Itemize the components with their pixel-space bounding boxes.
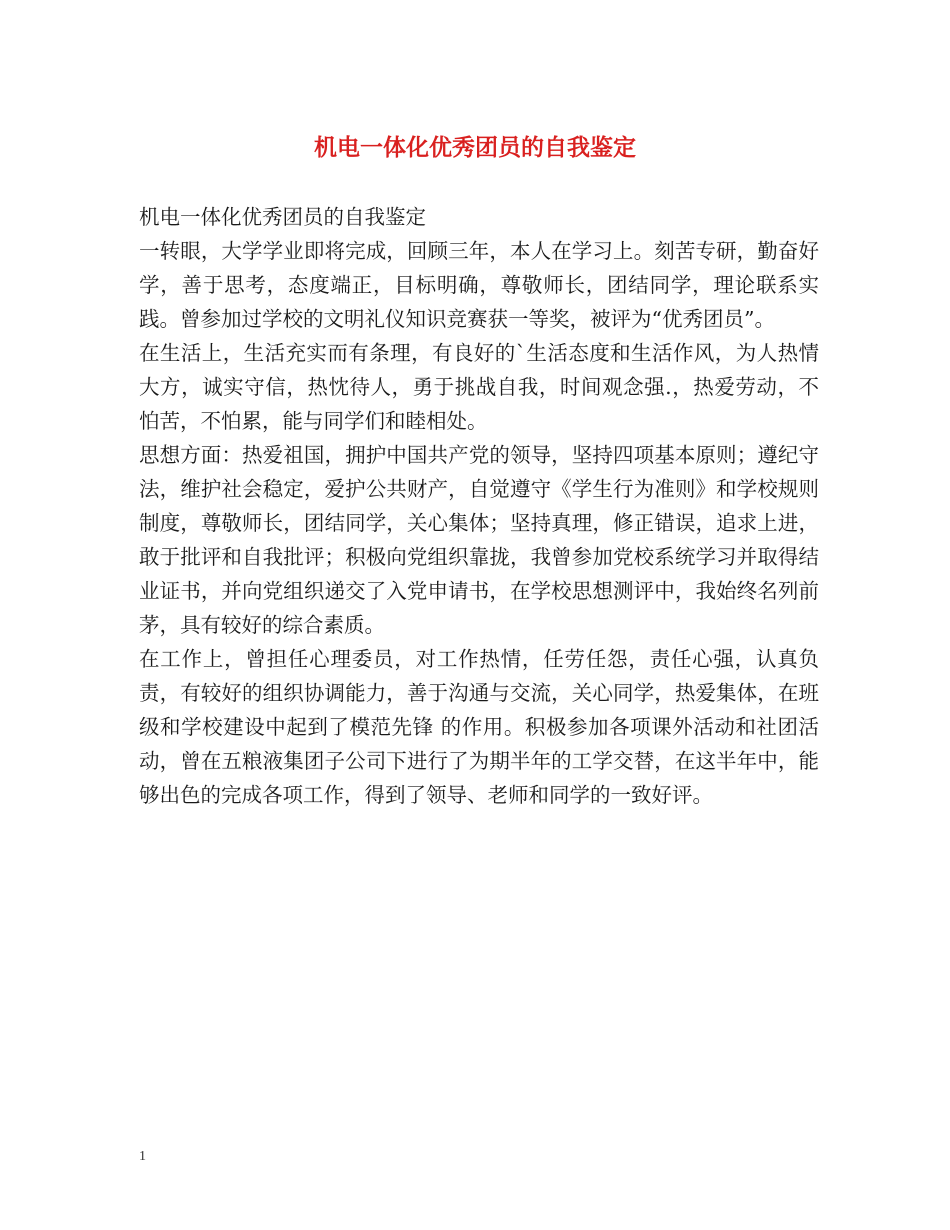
paragraph-subtitle: 机电一体化优秀团员的自我鉴定 [139,205,426,229]
paragraph-ideology: 思想方面：热爱祖国，拥护中国共产党的领导，坚持四项基本原则；遵纪守法，维护社会稳定，爱护公共财产，自觉遵守《学生行为准则》和学校规则制度，尊敬师长，团结同学，关心集体；坚持真理，修正错误，追求上进，敢于批评和自我批评；积极向党组织靠拢，我曾参加党校系统学习并取得结业证书，并向党组织递交了入党申请书，在学校思想测评中，我始终名列前茅，具有较好的综合素质。 [139,443,819,637]
page-number: 1 [139,1149,146,1164]
paragraph-study: 一转眼，大学学业即将完成，回顾三年，本人在学习上。刻苦专研，勤奋好学，善于思考，态度端正，目标明确，尊敬师长，团结同学，理论联系实践。曾参加过学校的文明礼仪知识竞赛获一等奖，被评为“优秀团员”。 [139,239,819,331]
paragraph-work: 在工作上，曾担任心理委员，对工作热情，任劳任怨，责任心强，认真负责，有较好的组织协调能力，善于沟通与交流，关心同学，热爱集体，在班级和学校建设中起到了模范先锋 的作用。积极参加各项课外活动和社团活动，曾在五粮液集团子公司下进行了为期半年的工学交替，在这半年中，能够出色的完成各项工作，得到了领导、老师和同学的一致好评。 [139,647,819,807]
document-body [139,200,819,812]
paragraph-life: 在生活上，生活充实而有条理，有良好的`生活态度和生活作风，为人热情大方，诚实守信，热忱待人，勇于挑战自我，时间观念强.，热爱劳动，不怕苦，不怕累，能与同学们和睦相处。 [139,341,819,433]
document-title: 机电一体化优秀团员的自我鉴定 [314,134,636,161]
